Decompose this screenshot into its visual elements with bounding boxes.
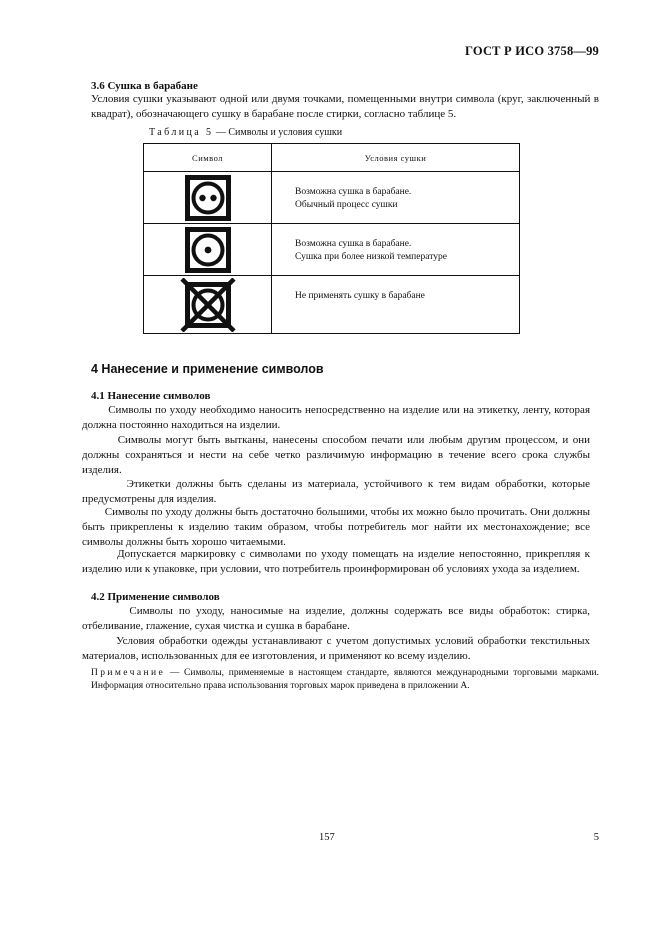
condition-line: Обычный процесс сушки xyxy=(295,199,398,210)
tumble-dry-low-icon xyxy=(185,227,231,273)
table-row xyxy=(144,224,520,276)
table-5-caption-text: — Символы и условия сушки xyxy=(213,127,343,138)
column-header-symbol: Символ xyxy=(144,144,272,172)
section-4-1-paragraph: Символы по уходу необходимо наносить непосредственно на изделие или на этикетку, ленту, которая должна постоянно находиться на изделии. xyxy=(82,404,590,432)
conditions-cell xyxy=(272,224,520,276)
note-label: Примечание xyxy=(91,668,166,678)
section-4-2-paragraph: Условия обработки одежды устанавливают с учетом допустимых условий обработки текстильных материалов, использованных для ее изготовления, и применяют ко всему изделию. xyxy=(82,635,590,663)
table-5-header-row xyxy=(144,144,520,172)
condition-line: Не применять сушку в барабане xyxy=(295,291,425,301)
condition-line: Возможна сушка в барабане. xyxy=(295,239,412,249)
section-3-6-body: Условия сушки указывают одной или двумя точками, помещенными внутри символа (круг, заключенный в квадрат), обозначающего сушку в барабане после стирки, согласно таблице 5. xyxy=(91,93,599,121)
page-number: 157 xyxy=(319,832,335,843)
section-4-1-paragraph: Допускается маркировку с символами по уходу помещать на изделие непостоянно, прикрепляя к изделию или к упаковке, при условии, что потребитель проинформирован об условиях ухода за изделием. xyxy=(82,548,590,576)
table-row xyxy=(144,276,520,334)
section-3-6-text xyxy=(91,92,599,122)
section-4-2-paragraph: Символы по уходу, наносимые на изделие, должны содержать все виды обработок: стирка, отбеливание, глажение, сухая чистка и сушка в барабане. xyxy=(82,605,590,633)
chapter-4-heading: 4 Нанесение и применение символов xyxy=(91,362,324,376)
symbol-cell xyxy=(144,224,272,276)
table-5-caption-label: Таблица 5 xyxy=(149,127,214,138)
section-4-1-paragraph: Символы могут быть вытканы, нанесены способом печати или любым другим процессом, и они должны сохраняться и нести на себе четко различимую информацию в течение всего срока службы изделия. xyxy=(82,434,590,477)
page-sequence-number: 5 xyxy=(593,832,599,843)
table-5 xyxy=(143,143,520,334)
table-5-caption xyxy=(149,127,342,138)
column-header-conditions: Условия сушки xyxy=(272,144,520,172)
conditions-cell xyxy=(272,172,520,224)
section-4-2-heading: 4.2 Применение символов xyxy=(91,591,220,603)
section-3-6-heading: 3.6 Сушка в барабане xyxy=(91,80,198,92)
table-row xyxy=(144,172,520,224)
conditions-cell xyxy=(272,276,520,334)
symbol-cell xyxy=(144,276,272,334)
tumble-dry-normal-icon xyxy=(185,175,231,221)
note xyxy=(91,667,599,692)
section-4-1-paragraph: Символы по уходу должны быть достаточно большими, чтобы их можно было прочитать. Они должны быть прикреплены к изделию таким образом, чтобы потребитель мог найти их местонахождение; все символы должны быть хорошо читаемыми. xyxy=(82,506,590,549)
section-4-1-paragraph: Этикетки должны быть сделаны из материала, устойчивого к тем видам обработки, которые предусмотрены для изделия. xyxy=(82,478,590,506)
page-header-standard-code: ГОСТ Р ИСО 3758—99 xyxy=(465,44,599,58)
condition-line: Возможна сушка в барабане. xyxy=(295,187,412,197)
condition-line: Сушка при более низкой температуре xyxy=(295,251,447,262)
note-text: — Символы, применяемые в настоящем стандарте, являются международными торговыми марками. Информация относительно права использования торговых марок приведена в приложении А. xyxy=(91,668,599,691)
do-not-tumble-dry-icon xyxy=(179,278,237,332)
section-4-1-heading: 4.1 Нанесение символов xyxy=(91,390,211,402)
symbol-cell xyxy=(144,172,272,224)
